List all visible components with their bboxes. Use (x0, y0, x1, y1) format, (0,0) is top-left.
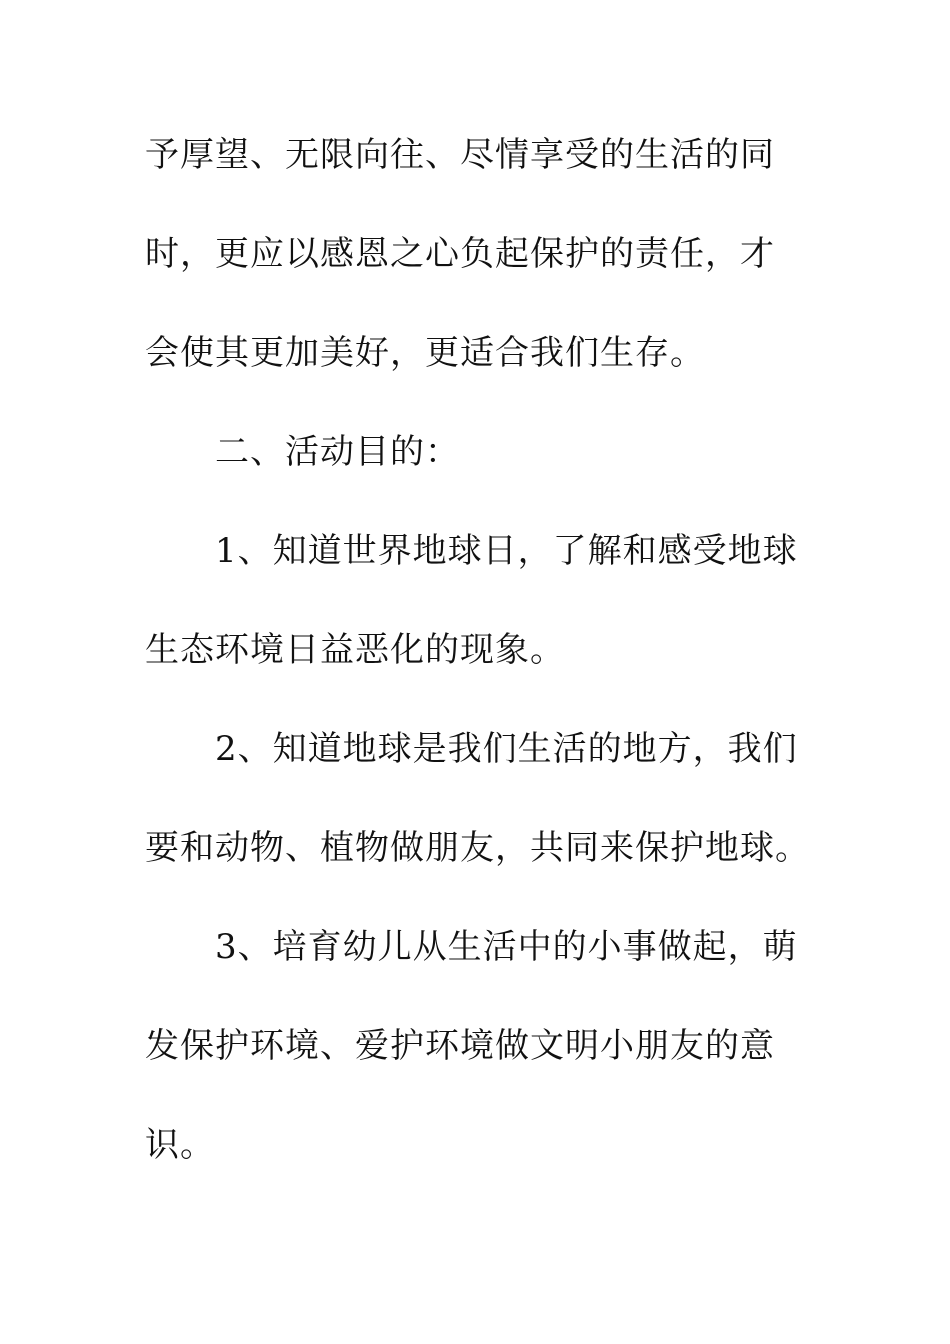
list-item-line: 发保护环境、爱护环境做文明小朋友的意 (145, 1026, 775, 1066)
section-heading: 二、活动目的： (215, 432, 460, 472)
list-item-line: 2、知道地球是我们生活的地方，我们 (215, 729, 798, 769)
list-item-line: 生态环境日益恶化的现象。 (145, 630, 565, 670)
paragraph-line: 时，更应以感恩之心负起保护的责任，才 (145, 234, 775, 274)
list-item-line: 要和动物、植物做朋友，共同来保护地球。 (145, 828, 810, 868)
list-item-line: 识。 (145, 1125, 215, 1165)
paragraph-line: 予厚望、无限向往、尽情享受的生活的同 (145, 135, 775, 175)
paragraph-line: 会使其更加美好，更适合我们生存。 (145, 333, 705, 373)
list-item-line: 1、知道世界地球日，了解和感受地球 (215, 531, 798, 571)
list-item-line: 3、培育幼儿从生活中的小事做起，萌 (215, 927, 798, 967)
